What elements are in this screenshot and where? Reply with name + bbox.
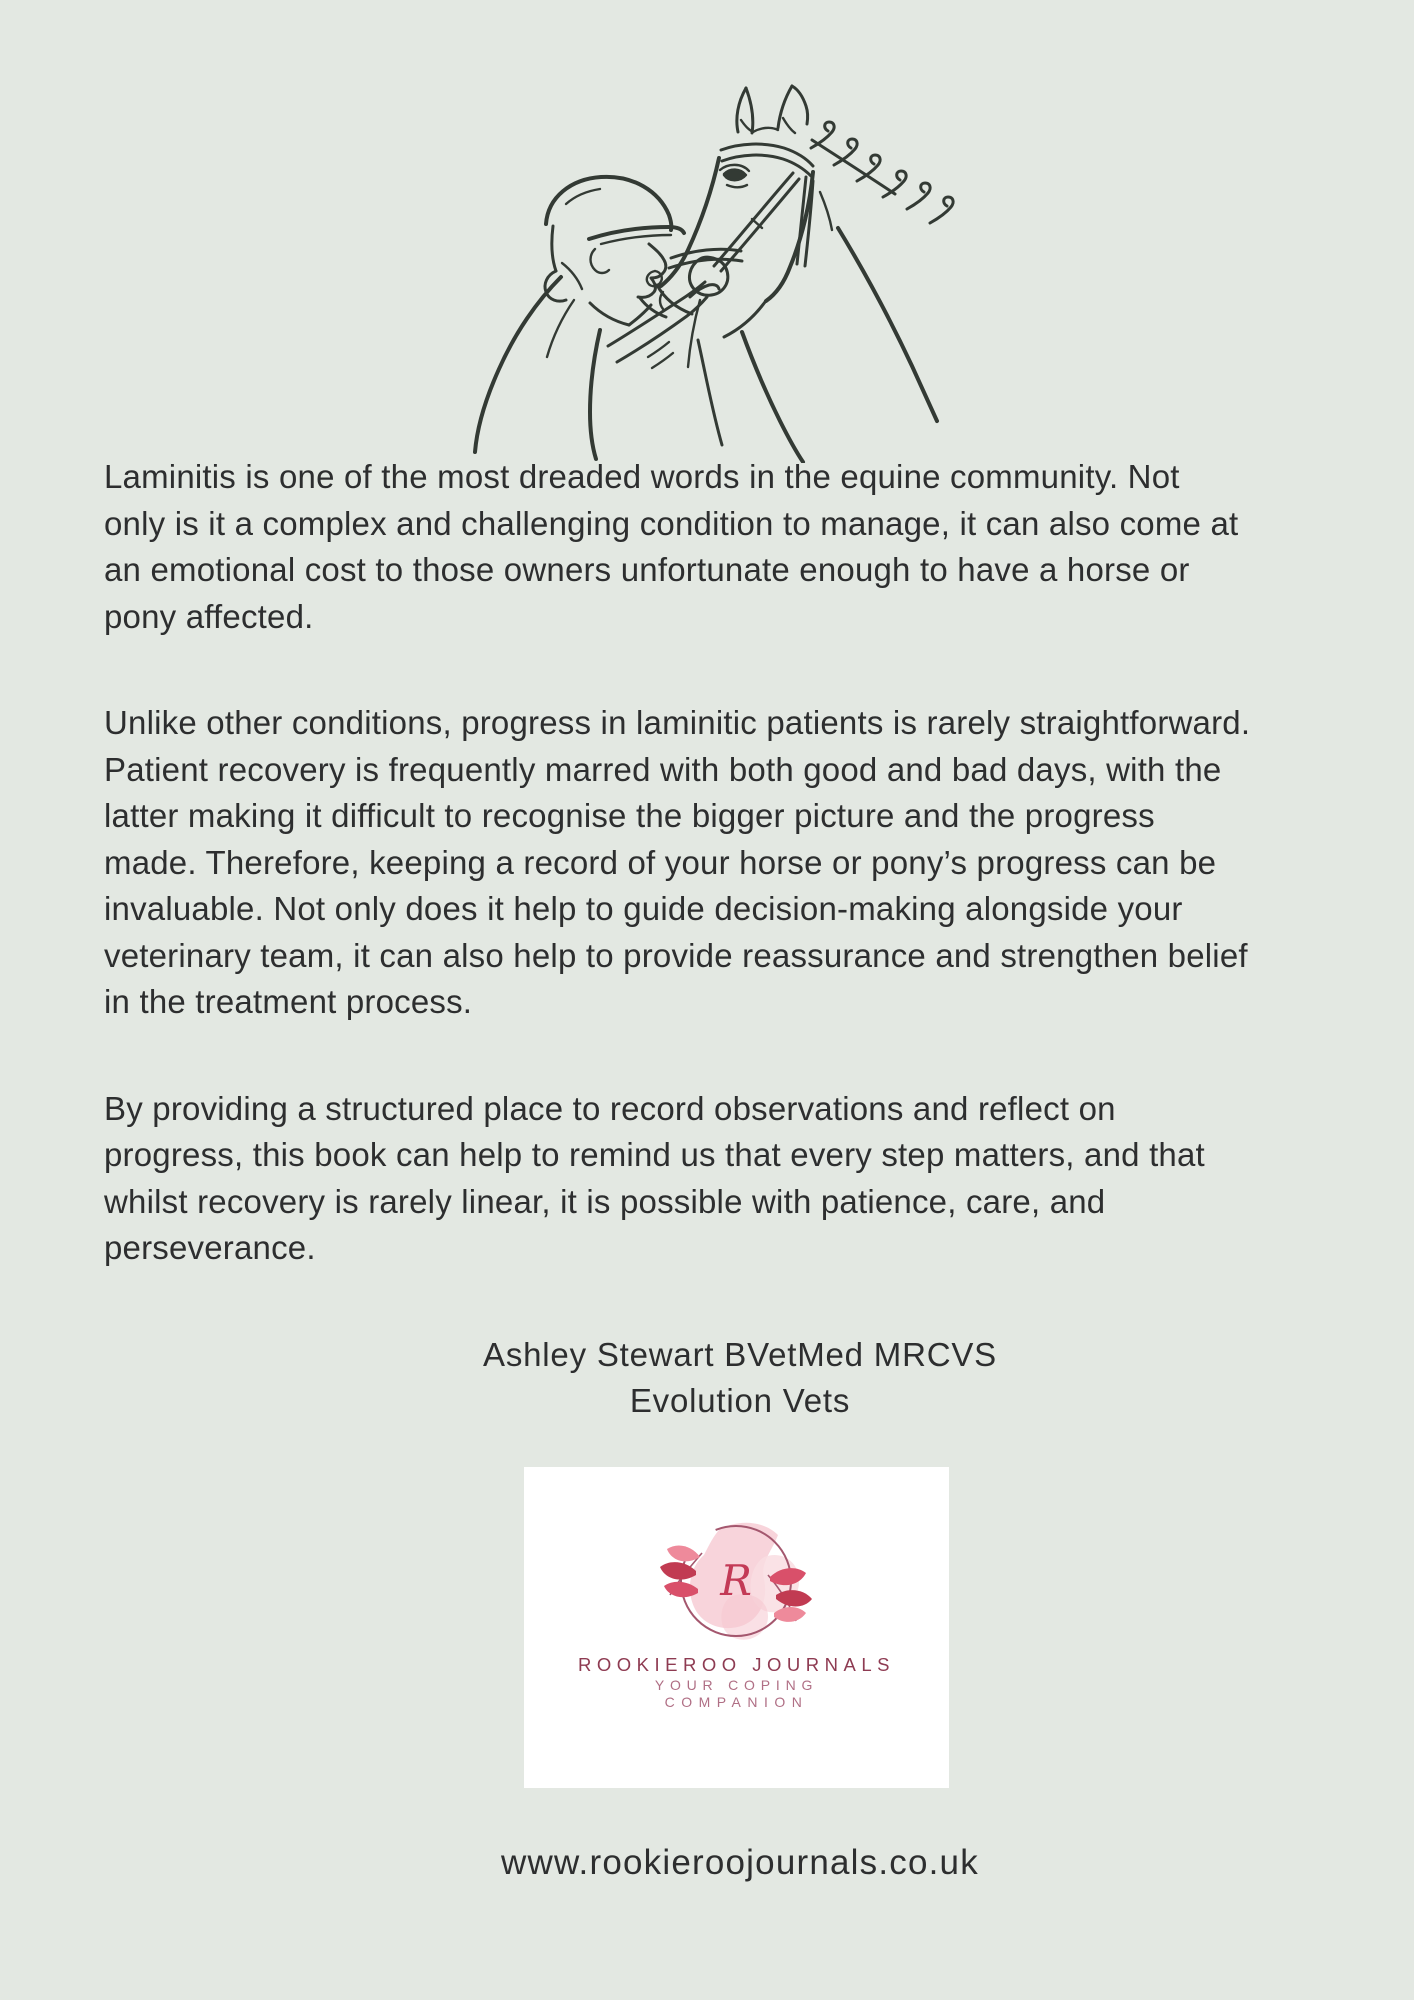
website-url: www.rookieroojournals.co.uk — [501, 1843, 979, 1882]
text-line: pony affected. — [104, 597, 314, 635]
text-line: latter making it difficult to recognise the bigger picture and the progress — [104, 797, 1155, 834]
horse-and-rider-illustration — [430, 58, 965, 463]
brand-tagline-line1: YOUR COPING — [654, 1677, 819, 1693]
text-line: veterinary team, it can also help to provide reassurance and strengthen belief — [104, 936, 1248, 974]
leaf-cluster-left-icon — [660, 1546, 702, 1598]
text-line: invaluable. Not only does it help to guide decision-making alongside your — [104, 890, 1183, 927]
rider-icon — [475, 177, 719, 459]
brand-name: ROOKIEROO JOURNALS — [578, 1654, 895, 1675]
text-line: perseverance. — [104, 1229, 316, 1266]
text-line: Laminitis is one of the most dreaded words in the equine community. Not — [104, 458, 1180, 495]
text-line: in the treatment process. — [104, 983, 473, 1020]
text-line: progress, this book can help to remind us that every step matters, and that — [104, 1136, 1205, 1173]
rookieroo-logo-emblem-icon — [524, 1467, 949, 1788]
paragraph-2 — [104, 700, 1376, 1026]
text-line: Unlike other conditions, progress in laminitic patients is rarely straightforward. — [104, 704, 1251, 741]
text-line: Patient recovery is frequently marred with both good and bad days, with the — [104, 750, 1222, 788]
attribution — [104, 1332, 1376, 1425]
paragraph-1 — [104, 454, 1376, 640]
text-line: only is it a complex and challenging condition to manage, it can also come at — [104, 504, 1239, 542]
attribution-practice: Evolution Vets — [629, 1382, 851, 1419]
horse-head-icon — [657, 86, 953, 462]
attribution-name: Ashley Stewart BVetMed MRCVS — [483, 1335, 997, 1373]
text-line: made. Therefore, keeping a record of your horse or pony’s progress can be — [104, 843, 1217, 881]
paragraph-3 — [104, 1086, 1376, 1272]
text-line: whilst recovery is rarely linear, it is possible with patience, care, and — [104, 1182, 1106, 1220]
text-line: By providing a structured place to record observations and reflect on — [104, 1089, 1116, 1127]
text-line: an emotional cost to those owners unfortunate enough to have a horse or — [104, 551, 1190, 588]
publisher-logo-card — [524, 1467, 949, 1788]
logo-monogram: R — [720, 1556, 752, 1605]
body-text-column — [104, 454, 1376, 1425]
brand-tagline-line2: COMPANION — [664, 1694, 809, 1710]
